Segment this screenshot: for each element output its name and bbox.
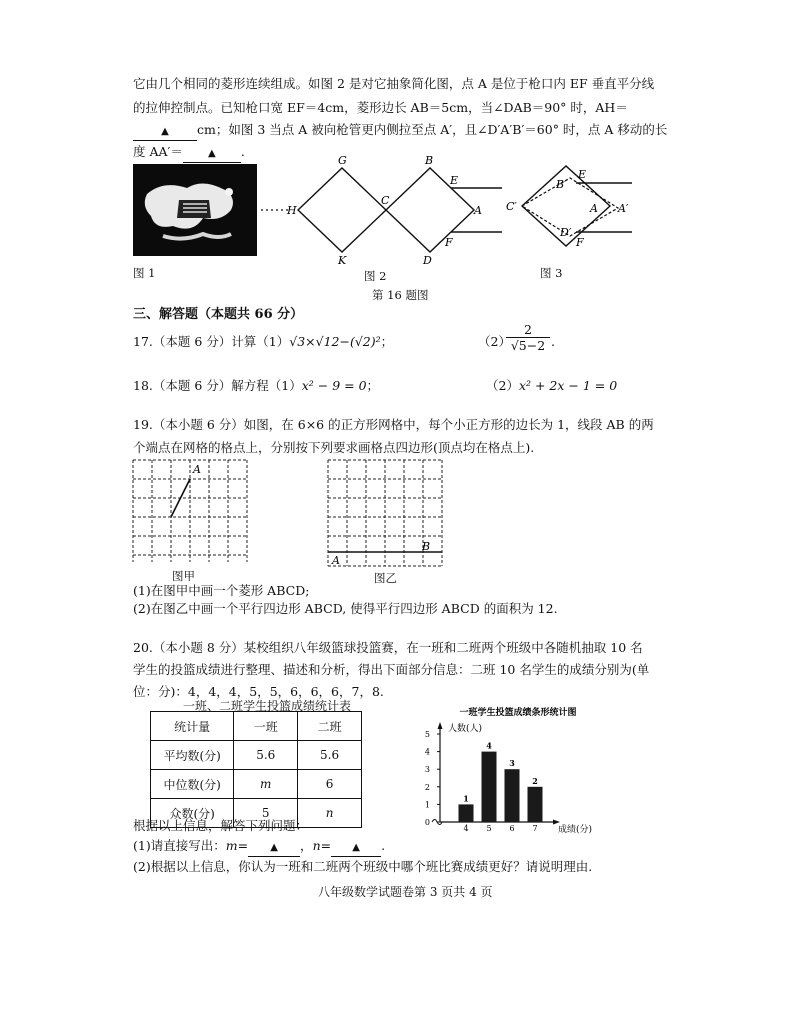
bar xyxy=(505,769,520,822)
bar-data-label: 3 xyxy=(509,758,515,769)
y-tick-label: 5 xyxy=(424,730,430,739)
grid-a-label-a: A xyxy=(193,463,201,476)
y-tick-label: 3 xyxy=(424,765,430,775)
fig2-label-b: B xyxy=(425,154,434,167)
fig2-label-f: F xyxy=(445,236,453,249)
q16-fig2-caption: 图 2 xyxy=(364,269,387,283)
fig2-label-c: C xyxy=(381,194,390,207)
fig2-label-k: K xyxy=(338,254,347,267)
table-cell: n xyxy=(298,799,362,828)
q17-fraction xyxy=(506,322,550,354)
q16-figure-3 xyxy=(504,158,640,260)
fig3-label-f: F xyxy=(576,236,584,249)
fig3-label-b1: B′ xyxy=(556,178,567,191)
y-tick-label: 0 xyxy=(424,818,430,827)
q18-part-2-label: （2） xyxy=(486,378,519,393)
q20-q1-separator: ， xyxy=(300,838,313,853)
q16-line-4-suffix: . xyxy=(240,144,245,159)
table-cell: m xyxy=(234,770,298,799)
q19-line-1: 19.（本小题 6 分）如图，在 6×6 的正方形网格中，每个小正方形的边长为 1，线段 AB 的两 xyxy=(133,417,654,432)
x-tick-label: 6 xyxy=(509,824,515,833)
q19-grid-b xyxy=(326,458,444,568)
grid-b-label-b: B xyxy=(422,540,431,553)
bar-data-label: 2 xyxy=(532,775,538,786)
q20-table-title: 一班、二班学生投篮成绩统计表 xyxy=(183,699,352,713)
fig3-label-a1: A′ xyxy=(618,202,629,215)
q20-line-2: 学生的投篮成绩进行整理、描述和分析，得出下面部分信息：二班 10 名学生的成绩分别为(单 xyxy=(133,662,650,677)
table-header-cell: 统计量 xyxy=(151,712,234,741)
bar-data-label: 4 xyxy=(486,740,492,751)
fig3-label-c1: C′ xyxy=(506,200,517,213)
q19-requirement-1: (1)在图甲中画一个菱形 ABCD; xyxy=(133,583,310,598)
section-3-title: 三、解答题（本题共 66 分） xyxy=(133,307,304,322)
chart-x-label: 成绩(分) xyxy=(558,825,593,835)
table-cell: 5.6 xyxy=(298,741,362,770)
x-axis-arrow xyxy=(553,820,560,825)
q19-grid-b-caption: 图乙 xyxy=(374,571,397,585)
q20-q1-end: . xyxy=(381,838,386,853)
chart-y-label: 人数(人) xyxy=(448,724,483,734)
q18-part-1 xyxy=(133,378,379,394)
q20-line-3: 位：分)：4，4，4，5，5，6，6，6，7，8. xyxy=(133,684,384,699)
q18-head: 18.（本题 6 分）解方程（1） xyxy=(133,378,302,393)
q20-stats-table xyxy=(150,711,362,828)
q20-question-2: (2)根据以上信息，你认为一班和二班两个班级中哪个班比赛成绩更好？请说明理由. xyxy=(133,859,593,874)
blank-marker: ▲ xyxy=(208,148,216,159)
q17-numerator: 2 xyxy=(524,322,532,337)
fig2-label-a: A xyxy=(474,204,482,217)
q20-line-1: 20.（本小题 8 分）某校组织八年级篮球投篮赛，在一班和二班两个班级中各随机抽取 10 名 xyxy=(133,640,643,655)
table-cell: 5.6 xyxy=(234,741,298,770)
fig2-label-g: G xyxy=(338,154,347,167)
x-tick-label: 5 xyxy=(486,824,492,833)
q16-line-2: 的拉伸控制点。已知枪口宽 EF＝4cm，菱形边长 AB＝5cm，当∠DAB＝90° 时，AH＝ xyxy=(133,100,628,115)
q16-line-3-text: cm；如图 3 当点 A 被向枪管更内侧拉至点 A′，且∠D′A′B′＝60° 时，点 A 移动的长 xyxy=(197,122,668,137)
fig2-label-e: E xyxy=(450,174,459,187)
table-header-cell: 一班 xyxy=(234,712,298,741)
q20-q1-n-label: n= xyxy=(312,838,332,853)
q20-blank-m[interactable] xyxy=(248,838,300,857)
q17-part-2-label: （2） xyxy=(478,334,511,349)
table-cell: 众数(分) xyxy=(151,799,234,828)
q18-tail-1: ； xyxy=(366,378,380,393)
y-tick-label: 4 xyxy=(424,747,430,757)
blank-marker: ▲ xyxy=(270,842,278,853)
q19-requirement-2: (2)在图乙中画一个平行四边形 ABCD, 使得平行四边形 ABCD 的面积为 12. xyxy=(133,601,558,616)
q17-head: 17.（本题 6 分）计算（1） xyxy=(133,334,290,349)
table-row xyxy=(151,741,362,770)
bar xyxy=(482,752,497,822)
q16-figure-1-photo xyxy=(133,164,257,256)
q16-figure-2 xyxy=(256,150,506,268)
q16-blank-ah[interactable] xyxy=(133,122,197,141)
q17-part-1 xyxy=(133,334,393,350)
q16-line-4-prefix: 度 AA′＝ xyxy=(133,144,183,159)
x-tick-label: 7 xyxy=(532,824,538,833)
bar xyxy=(459,804,474,822)
page-footer: 八年级数学试题卷第 3 页共 4 页 xyxy=(318,885,493,899)
table-row xyxy=(151,770,362,799)
q19-line-2: 个端点在网格的格点上，分别按下列要求画格点四边形(顶点均在格点上). xyxy=(133,440,535,455)
blank-marker: ▲ xyxy=(161,126,169,137)
table-header-row xyxy=(151,712,362,741)
q16-line-3 xyxy=(133,122,667,141)
q16-blank-aa[interactable] xyxy=(183,144,241,163)
q16-figure-title: 第 16 题图 xyxy=(372,288,429,302)
chart-title: 一班学生投篮成绩条形统计图 xyxy=(459,708,577,718)
grid-b-label-a: A xyxy=(332,554,340,567)
q20-info-line: 根据以上信息，解答下列问题： xyxy=(133,818,309,833)
q20-q1-m-label: m= xyxy=(225,838,249,853)
y-tick-label: 2 xyxy=(424,782,430,792)
q20-blank-n[interactable] xyxy=(331,838,381,857)
blank-marker: ▲ xyxy=(352,842,360,853)
q20-question-1 xyxy=(133,838,385,857)
q19-grid-a-caption: 图甲 xyxy=(172,569,195,583)
q18-part-2 xyxy=(486,378,617,394)
y-axis-arrow xyxy=(438,722,443,729)
table-header-cell: 二班 xyxy=(298,712,362,741)
fig2-label-h: H xyxy=(287,204,297,217)
bar-data-label: 1 xyxy=(463,793,469,804)
table-cell: 平均数(分) xyxy=(151,741,234,770)
bar xyxy=(528,787,543,822)
fig3-label-d1: D′ xyxy=(560,226,572,239)
table-cell: 5 xyxy=(234,799,298,828)
y-tick-label: 1 xyxy=(424,800,430,810)
q17-tail-1: ； xyxy=(380,334,394,349)
q19-grid-a xyxy=(131,458,249,564)
q16-fig3-caption: 图 3 xyxy=(540,266,563,280)
q20-q1-prefix: (1)请直接写出： xyxy=(133,838,226,853)
table-cell: 中位数(分) xyxy=(151,770,234,799)
x-tick-label: 4 xyxy=(463,824,469,833)
q20-bar-chart xyxy=(418,704,618,836)
table-cell: 6 xyxy=(298,770,362,799)
fig2-label-d: D xyxy=(423,254,432,267)
q17-part-2-tail: . xyxy=(551,334,555,349)
fig3-label-a: A xyxy=(590,202,598,215)
q18-equation-2: x² + 2x − 1 = 0 xyxy=(518,378,618,393)
fig3-label-e: E xyxy=(578,168,587,181)
q17-expression-1: √3×√12−(√2)² xyxy=(289,334,381,349)
q17-denominator: √5−2 xyxy=(506,337,550,354)
q16-line-1: 它由几个相同的菱形连续组成。如图 2 是对它抽象简化图，点 A 是位于枪口内 EF 垂直平分线 xyxy=(133,76,655,91)
q18-equation-1: x² − 9 = 0 xyxy=(301,378,367,393)
q16-line-4 xyxy=(133,144,245,163)
q16-fig1-caption: 图 1 xyxy=(133,266,156,280)
